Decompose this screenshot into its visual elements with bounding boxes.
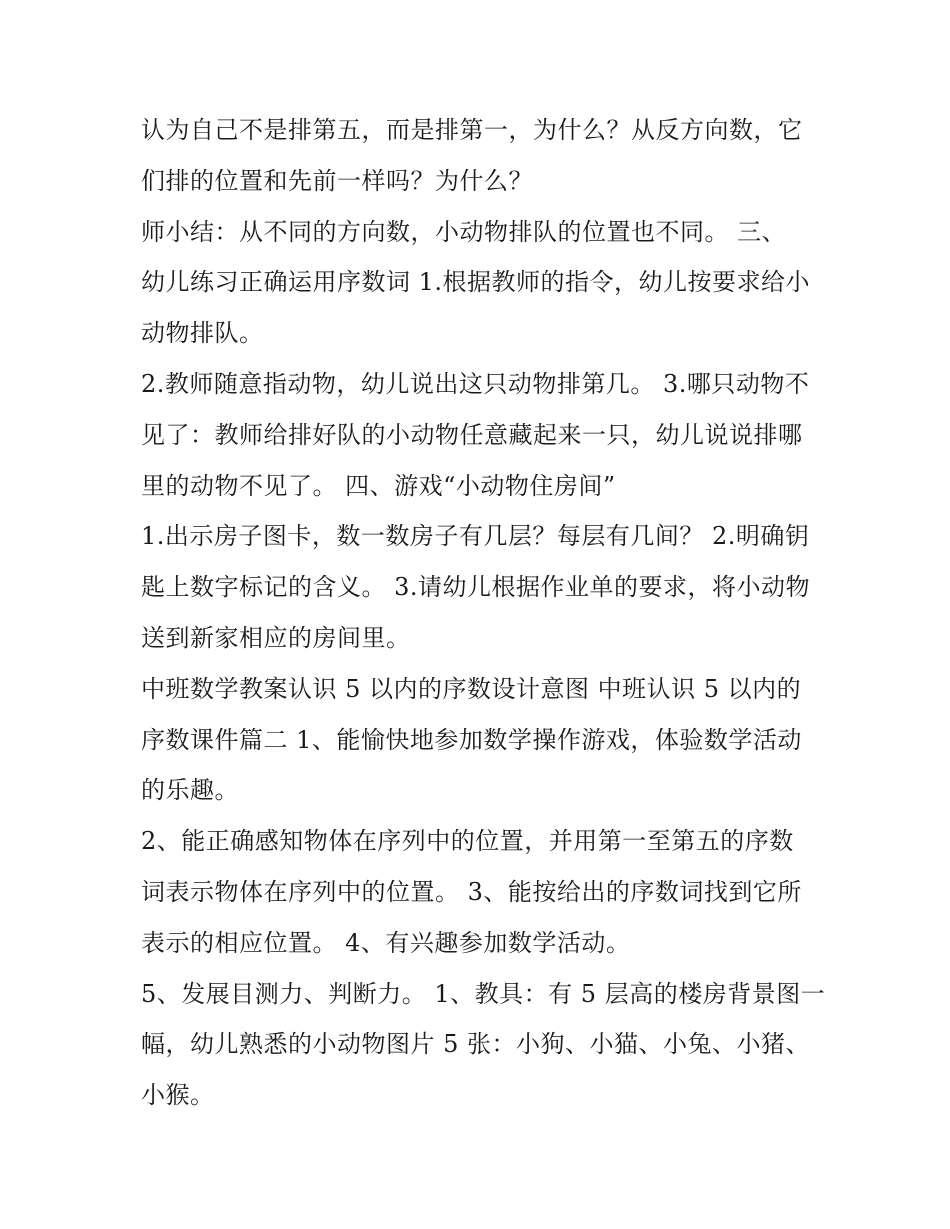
text-line: 师小结：从不同的方向数，小动物排队的位置也不同。 三、 [141,217,787,246]
text-line: 里的动物不见了。 四、游戏“小动物住房间” [141,471,616,500]
text-line: 表示的相应位置。 4、有兴趣参加数学活动。 [141,928,631,957]
body-text [141,105,826,1121]
text-line: 匙上数字标记的含义。 3.请幼儿根据作业单的要求，将小动物 [141,573,811,602]
text-line: 幼儿练习正确运用序数词 1.根据教师的指令，幼儿按要求给小 [141,268,811,297]
text-line: 动物排队。 [141,319,264,348]
text-line: 1.出示房子图卡，数一数房子有几层？每层有几间？ 2.明确钥 [141,522,810,551]
text-line: 见了：教师给排好队的小动物任意藏起来一只，幼儿说说排哪 [141,420,803,449]
text-line: 中班数学教案认识 5 以内的序数设计意图 中班认识 5 以内的 [141,674,802,703]
text-line: 小猴。 [141,1081,215,1110]
text-line: 2、能正确感知物体在序列中的位置，并用第一至第五的序数 [141,827,794,856]
text-line: 认为自己不是排第五，而是排第一，为什么？从反方向数，它 [141,116,803,144]
text-line: 词表示物体在序列中的位置。 3、能按给出的序数词找到它所 [141,877,802,906]
text-line: 们排的位置和先前一样吗？为什么？ [141,166,533,195]
text-line: 的乐趣。 [141,776,239,805]
text-line: 序数课件篇二 1、能愉快地参加数学操作游戏，体验数学活动 [141,725,802,754]
text-line: 送到新家相应的房间里。 [141,623,411,652]
text-line: 2.教师随意指动物，幼儿说出这只动物排第几。 3.哪只动物不 [141,369,810,398]
text-line: 5、发展目测力、判断力。 1、教具：有 5 层高的楼房背景图一 [141,979,826,1008]
text-line: 幅，幼儿熟悉的小动物图片 5 张：小狗、小猫、小兔、小猪、 [141,1030,811,1059]
